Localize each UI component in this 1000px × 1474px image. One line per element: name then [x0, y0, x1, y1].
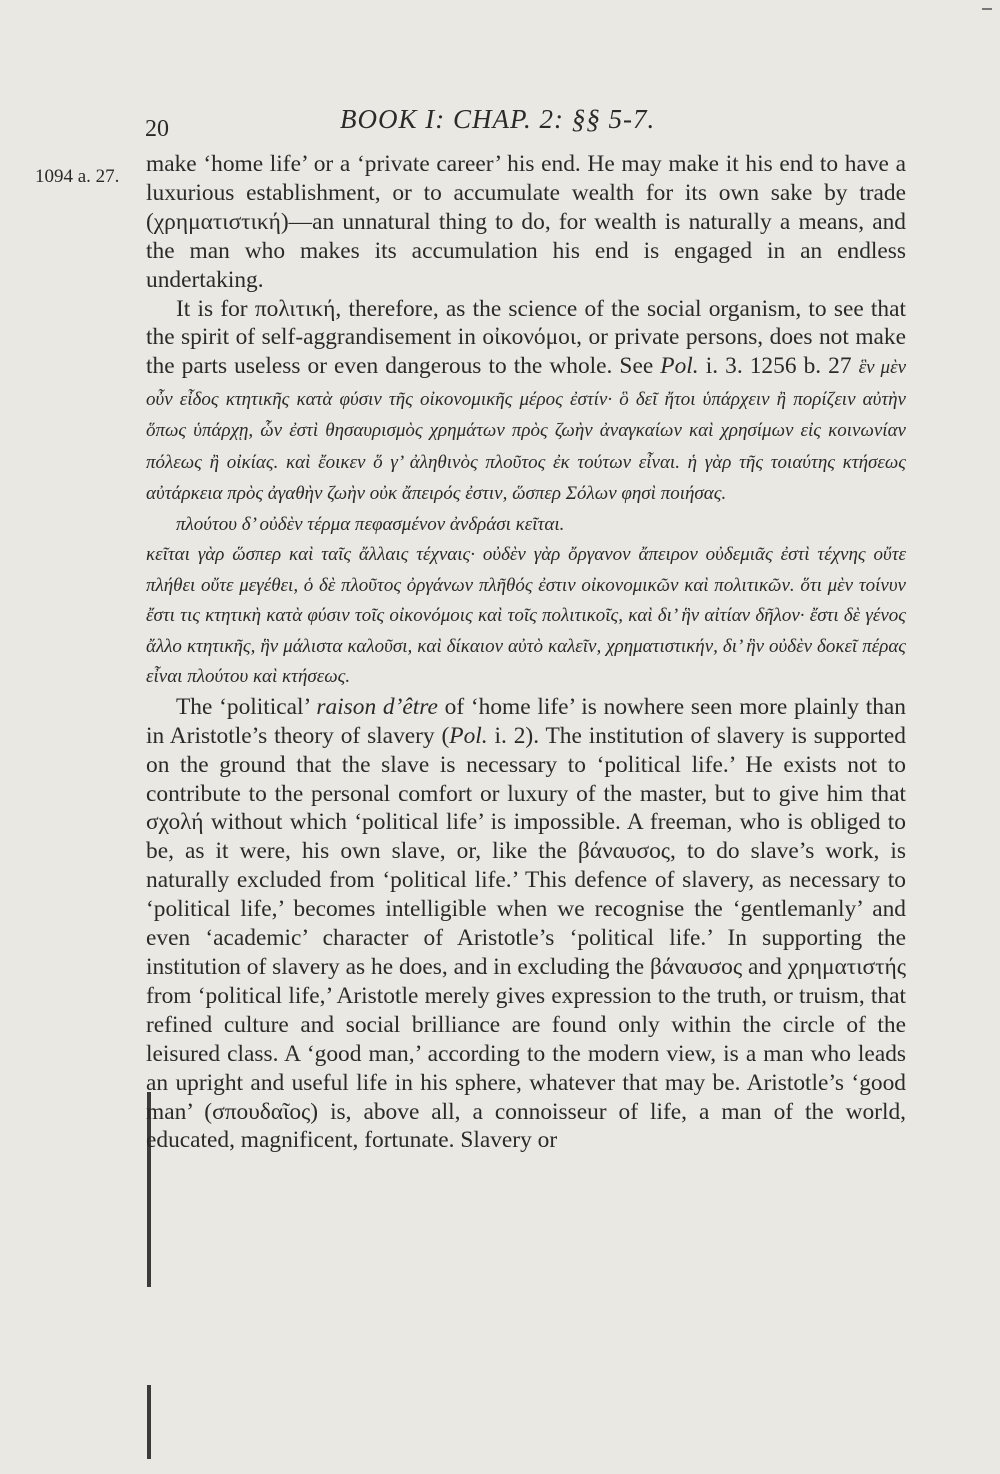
margin-bar: [147, 1385, 151, 1459]
paragraph-3-mid: of ‘home life’ is nowhere seen more plainly than in Aristotle’s theory of slavery (: [146, 693, 907, 749]
greek-quotation-2: κεῖται γὰρ ὥσπερ καὶ ταῖς ἄλλαις τέχναις· οὐδὲν γὰρ ὄργανον ἄπειρον οὐδεμιᾶς ἐστὶ τέχνης οὔτε πλήθει οὔτε μεγέθει, ὁ δὲ πλοῦτος ὀργάνων πλῆθός ἐστιν οἰκονομικῶν καὶ πολιτικῶν. ὅτι μὲν τοίνυν ἔστι τις κτητικὴ κατὰ φύσιν τοῖς οἰκονόμοις καὶ τοῖς πολιτικοῖς, καὶ δι’ ἣν αἰτίαν δῆλον· ἔστι δὲ γένος ἄλλο κτητικῆς, ἣν μάλιστα καλοῦσι, καὶ δίκαιον αὐτὸ καλεῖν, χρηματιστικήν, δι’ ἣν οὐδὲν δοκεῖ πέρας εἶναι πλούτου καὶ κτήσεως.: [146, 544, 906, 688]
greek-quotation-1: ἓν μὲν οὖν εἶδος κτητικῆς κατὰ φύσιν τῆς οἰκονομικῆς μέρος ἐστίν· ὃ δεῖ ἤτοι ὑπάρχειν ἢ πορίζειν αὐτὴν ὅπως ὑπάρχῃ, ὧν ἐστὶ θησαυρισμὸς χρημάτων πρὸς ζωὴν ἀναγκαίων καὶ χρησίμων εἰς κοινωνίαν πόλεως ἢ οἰκίας. καὶ ἔοικεν ὅ γ’ ἀληθινὸς πλοῦτος ἐκ τούτων εἶναι. ἡ γὰρ τῆς τοιαύτης κτήσεως αὐτάρκεια πρὸς ἀγαθὴν ζωὴν οὐκ ἄπειρός ἐστιν, ὥσπερ Σόλων φησὶ ποιήσας.: [146, 357, 906, 505]
pol-reference-2: Pol.: [449, 722, 488, 749]
paragraph-2-end: i. 3. 1256 b. 27: [705, 353, 852, 380]
paragraph-2: [146, 295, 906, 510]
raison-detre: raison d’être: [316, 693, 438, 720]
paragraph-2-start: It is for πολιτική, therefore, as the science of the social organism, to see that the spirit of self-aggrandisement in οἰκονόμοι, or private persons, does not make the parts useless or even dangerous to the whole. See: [146, 295, 906, 380]
paragraph-1: make ‘home life’ or a ‘private career’ his end. He may make it his end to have a luxurious establishment, or to accumulate wealth for its own sake by trade (χρηματιστική)—an unnatural thing to do, for wealth is naturally a means, and the man who makes its accumulation his end is engaged in an endless undertaking.: [146, 151, 906, 293]
body-text: [146, 150, 906, 1155]
running-head: BOOK I: CHAP. 2: §§ 5-7.: [340, 104, 656, 134]
greek-verse: πλούτου δ’ οὐδὲν τέρμα πεφασμένον ἀνδράσι κεῖται.: [176, 513, 565, 535]
page-number: 20: [145, 116, 169, 142]
paragraph-3: [146, 693, 906, 1156]
margin-reference: 1094 a. 27.: [35, 166, 120, 187]
page-header: [0, 104, 1000, 144]
pol-reference: Pol.: [660, 353, 699, 380]
corner-mark: [982, 8, 992, 10]
paragraph-3-end: i. 2). The institution of slavery is supported on the ground that the slave is necessary to ‘political life.’ He exists not to contribute to the personal comfort or luxury of the master, but to give him that σχολή without which ‘political life’ is impossible. A freeman, who is obliged to be, as it were, his own slave, or, like the βάναυσος, to do slave’s work, is naturally excluded from ‘political life.’ This defence of slavery, as necessary to ‘political life,’ becomes intelligible when we recognise the ‘gentlemanly’ and even ‘academic’ character of Aristotle’s ‘political life.’ In supporting the institution of slavery as he does, and in excluding the βάναυσος and χρηματιστής from ‘political life,’ Aristotle merely gives expression to the truth, or truism, that refined culture and social brilliance are found only within the circle of the leisured class. A ‘good man,’ according to the modern view, is a man who leads an upright and useful life in his sphere, whatever that may be. Aristotle’s ‘good man’ (σπουδαῖος) is, above all, a connoisseur of life, a man of the world, educated, magnificent, fortunate. Slavery or: [146, 722, 906, 1154]
paragraph-3-start: The ‘political’: [176, 693, 310, 720]
